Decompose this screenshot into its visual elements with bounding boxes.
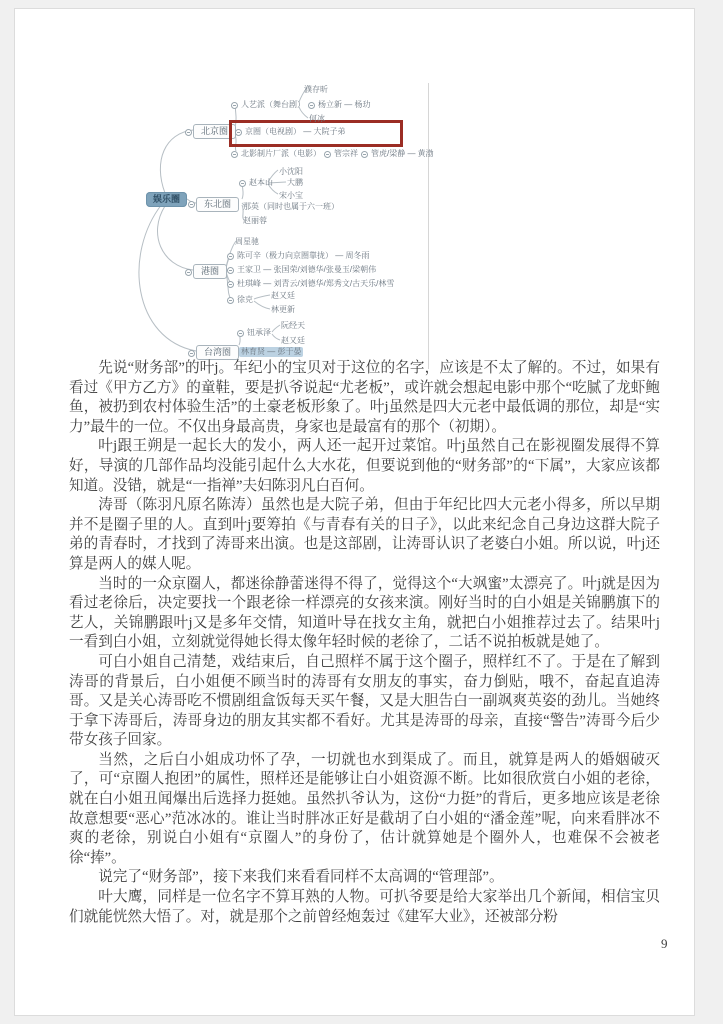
collapse-icon	[361, 151, 368, 158]
mindmap-leaf-label: 陈可辛（极力向京圈靠拢） — 周冬雨	[237, 251, 370, 260]
mindmap-leaf-label: 徐克	[237, 295, 253, 304]
collapse-icon	[227, 267, 234, 274]
collapse-icon	[231, 151, 238, 158]
mindmap-node-root: 娱乐圈	[146, 192, 187, 207]
mindmap-leaf	[281, 321, 305, 331]
mindmap-leaf	[227, 251, 369, 261]
mindmap-leaf	[227, 265, 376, 275]
mindmap-node-beijing: 北京圈	[193, 124, 236, 139]
mindmap-leaf-label: 杜琪峰 — 刘青云/刘德华/郑秀文/古天乐/林雪	[237, 279, 395, 288]
mindmap-leaf-label: 小沈阳	[279, 167, 303, 176]
collapse-icon	[237, 330, 244, 337]
article-paragraph: 当时的一众京圈人，都迷徐静蕾迷得不得了，觉得这个“大飒蜜”太漂亮了。叶j就是因为看过老徐后，决定要找一个跟老徐一样漂亮的女孩来演。刚好当时的白小姐是关锦鹏旗下的艺人，关锦鹏跟叶j又是多年交情，知道叶导在找女主角，就把白小姐推荐过去了。结果叶j一看到白小姐，立刻就觉得她长得太像年轻时候的老徐了，二话不说拍板就是她了。	[69, 575, 660, 651]
collapse-icon	[227, 281, 234, 288]
collapse-icon	[188, 350, 195, 357]
mindmap-leaf-label: 赵又廷	[281, 336, 305, 345]
mindmap-leaf	[243, 216, 267, 226]
article-paragraph: 说完了“财务部”，接下来我们来看看同样不太高调的“管理部”。	[98, 869, 504, 886]
collapse-icon	[185, 129, 192, 136]
collapse-icon	[324, 151, 331, 158]
page-number: 9	[661, 936, 668, 951]
article-paragraph: 先说“财务部”的叶j。年纪小的宝贝对于这位的名字，应该是不太了解的。不过，如果有看过《甲方乙方》的童鞋，要是扒爷说起“尤老板”，或许就会想起电影中那个“吃腻了龙虾鲍鱼，被扔到农村体验生活”的土豪老板形象了。叶j虽然是四大元老中最低调的那位，却是“实力”最牛的一位。不仅出身最高贵，身家也是最富有的那个（初期）。	[69, 360, 660, 435]
mindmap-leaf-label: 赵丽蓉	[243, 216, 267, 225]
mindmap-leaf-label: 杨立新 — 杨玏	[318, 100, 371, 109]
document-page	[14, 8, 695, 1016]
mindmap-leaf	[271, 291, 295, 301]
mindmap-leaf-label: 大鹏	[287, 178, 303, 187]
collapse-icon	[239, 180, 246, 187]
mindmap-leaf-label: 京圈（电视剧） — 大院子弟	[245, 127, 346, 136]
mindmap-image-edge	[428, 83, 429, 369]
article-paragraph: 可白小姐自己清楚，戏结束后，自己照样不属于这个圈子，照样红不了。于是在了解到涛哥的背景后，白小姐便不顾当时的涛哥有女朋友的事实，奋力倒贴，哦不，奋起直追涛哥。又是关心涛哥吃不惯剧组盒饭每天买午餐，又是大胆告白一副飒爽英姿的劲儿。当她终于拿下涛哥后，涛哥身边的朋友其实都不看好。尤其是涛哥的母亲，直接“警告”涛哥今后少带女孩子回家。	[69, 653, 660, 749]
mindmap-leaf	[231, 149, 434, 159]
mindmap-leaf	[279, 167, 303, 177]
article-paragraph: 叶大鹰，同样是一位名字不算耳熟的人物。可扒爷要是给大家举出几个新闻，相信宝贝们就能恍然大悟了。对，就是那个之前曾经炮轰过《建军大业》，还被部分粉	[69, 889, 660, 925]
article-paragraph: 叶j跟王朔是一起长大的发小，两人还一起开过菜馆。叶j虽然自己在影视圈发展得不算好，导演的几部作品均没能引起什么大水花，但要说到他的“财务部”的“下属”，大家应该都知道。没错，就是“一指禅”夫妇陈羽凡白百何。	[69, 438, 660, 494]
mindmap-leaf-label: 王家卫 — 张国荣/刘德华/张曼玉/梁朝伟	[237, 265, 377, 274]
collapse-icon	[235, 129, 242, 136]
mindmap-leaf	[227, 279, 394, 289]
article-paragraph: 当然，之后白小姐成功怀了孕，一切就也水到渠成了。而且，就算是两人的婚姻破灭了，可“京圈人抱团”的属性，照样还是能够让白小姐资源不断。比如很欣赏白小姐的老徐，就在白小姐丑闻爆出后选择力挺她。虽然扒爷认为，这份“力挺”的背后，更多地应该是老徐故意想要“恶心”范冰冰的。谁让当时胖冰正好是截胡了白小姐的“潘金莲”呢，向来看胖冰不爽的老徐，别说白小姐有“京圈人”的身份了，估计就算她是个圈外人，也难保不会被老徐“捧”。	[69, 751, 660, 866]
mindmap-leaf	[279, 191, 303, 201]
collapse-icon	[188, 201, 195, 208]
mindmap-leaf	[287, 178, 303, 188]
collapse-icon	[227, 253, 234, 260]
mindmap-leaf-label: 人艺派（舞台剧）	[241, 100, 305, 109]
mindmap-leaf	[271, 305, 295, 315]
mindmap-leaf-label: 何冰	[309, 114, 325, 123]
mindmap-leaf	[309, 114, 325, 124]
mindmap-leaf-label: 那英（同时也属于六一班）	[243, 202, 339, 211]
mindmap-leaf	[237, 328, 271, 338]
mindmap-leaf-label: 管宗祥	[334, 149, 358, 158]
mindmap-node-gang: 港圈	[193, 264, 227, 279]
mindmap-connectors	[15, 9, 696, 379]
entertainment-circle-mindmap	[15, 9, 696, 389]
article-paragraph: 涛哥（陈羽凡原名陈涛）虽然也是大院子弟，但由于年纪比四大元老小得多，所以早期并不是圈子里的人。直到叶j要筹拍《与青春有关的日子》，以此来纪念自己身边这群大院子弟的青春时，才找到了涛哥来出演。也是这部剧，让涛哥认识了老婆白小姐。所以说，叶j还算是两人的媒人呢。	[69, 497, 660, 572]
mindmap-leaf-label: 濮存昕	[304, 85, 328, 94]
mindmap-leaf	[227, 295, 253, 305]
article-body	[69, 359, 660, 927]
mindmap-leaf	[235, 127, 345, 137]
mindmap-leaf-label: 林更新	[271, 305, 295, 314]
mindmap-leaf	[304, 85, 328, 95]
mindmap-leaf-label: 管虎/梁静 — 黄渤	[371, 149, 434, 158]
collapse-icon	[231, 102, 238, 109]
mindmap-node-taiwan: 台湾圈	[196, 345, 239, 360]
mindmap-node-dongbei: 东北圈	[196, 197, 239, 212]
collapse-icon	[227, 297, 234, 304]
mindmap-leaf	[281, 336, 305, 346]
mindmap-leaf-label: 钮承泽	[247, 328, 271, 337]
mindmap-leaf	[235, 237, 259, 247]
mindmap-leaf	[239, 178, 273, 188]
mindmap-leaf	[243, 202, 339, 212]
mindmap-leaf-label: 北影制片厂派（电影）	[241, 149, 321, 158]
collapse-icon	[185, 269, 192, 276]
mindmap-leaf-label: 周星驰	[235, 237, 259, 246]
mindmap-leaf	[239, 347, 303, 357]
mindmap-leaf-label: 宋小宝	[279, 191, 303, 200]
mindmap-leaf-label: 赵又廷	[271, 291, 295, 300]
mindmap-leaf-label: 阮经天	[281, 321, 305, 330]
mindmap-leaf	[231, 100, 370, 110]
mindmap-leaf-label: 赵本山	[249, 178, 273, 187]
mindmap-leaf-label: 林育贤 — 彭于晏	[241, 347, 302, 356]
collapse-icon	[308, 102, 315, 109]
